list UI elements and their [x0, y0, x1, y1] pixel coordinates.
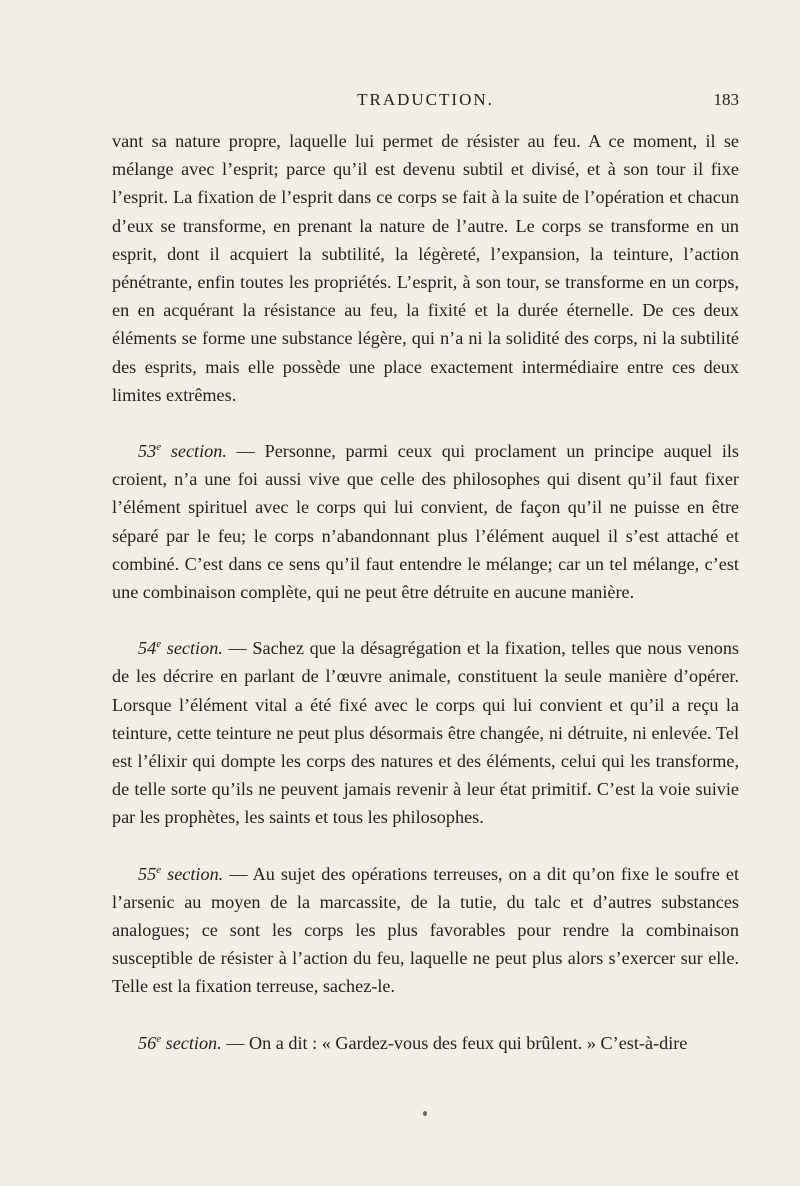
section-number: 53 [138, 441, 157, 462]
paragraph-text: vant sa nature propre, laquelle lui permet de résister au feu. A ce moment, il se mélange avec l’esprit; parce qu’il est devenu subtil et divisé, et à son tour il fixe l’esprit. La fixation de l’esprit dans ce corps se fait à la suite de l’opération et chacun d’eux se transforme, en prenant la nature de l’autre. Le corps se transforme en un esprit, dont il acquiert la subtilité, la légèreté, l’expansion, la teinture, l’action pénétrante, enfin toutes les propriétés. L’esprit, à son tour, se transforme en un corps, en en acquérant la résistance au feu, la fixité et la durée éternelle. De ces deux éléments se forme une substance légère, qui n’a ni la solidité des corps, ni la subtilité des esprits, mais elle possède une place exactement intermédiaire entre ces deux limites extrêmes. [112, 131, 739, 405]
paragraph-continuation [112, 127, 739, 409]
page-number: 183 [713, 90, 739, 109]
section-number: 54 [138, 638, 157, 659]
section-number: 55 [138, 863, 157, 884]
paragraph-text: — On a dit : « Gardez-vous des feux qui brûlent. » C’est-à-dire [226, 1032, 688, 1053]
section-label [138, 441, 227, 461]
paragraph-section-54 [112, 634, 739, 831]
paragraph-text: — Personne, parmi ceux qui proclament un principe auquel ils croient, n’a une foi aussi vive que celle des philosophes qui disent qu’il faut fixer l’élément spirituel avec le corps qui lui convient, de façon qu’il ne puisse en être séparé par le feu; le corps n’abandonnant plus l’élément auquel il s’est attaché et combiné. C’est dans ce sens qu’il faut entendre le mélange; car un tel mélange, c’est une combinaison complète, qui ne peut être détruite en aucune manière. [112, 441, 740, 603]
section-number: 56 [138, 1032, 157, 1053]
section-word: section. [165, 1032, 222, 1053]
running-head [112, 90, 739, 114]
section-label [138, 864, 223, 884]
section-ordinal: e [156, 1032, 162, 1045]
section-label [138, 1033, 222, 1053]
paragraph-section-56 [112, 1029, 739, 1057]
section-word: section. [170, 441, 227, 462]
section-ordinal: e [156, 638, 162, 651]
running-title: TRADUCTION. [357, 90, 494, 109]
section-ordinal: e [156, 440, 162, 453]
section-ordinal: e [156, 863, 162, 876]
paragraph-section-55 [112, 860, 739, 1001]
body-text [112, 127, 739, 1085]
paragraph-text: — Au sujet des opérations terreuses, on a dit qu’on fixe le soufre et l’arsenic au moyen de la marcassite, de la tutie, du talc et d’autres substances analogues; ce sont les corps les plus favorables pour rendre la combinaison susceptible de résister à l’action du feu, laquelle ne peut plus alors s’exercer sur elle. Telle est la fixation terreuse, sachez-le. [112, 863, 740, 997]
section-word: section. [166, 638, 223, 659]
section-word: section. [167, 863, 224, 884]
paragraph-text: — Sachez que la désagrégation et la fixation, telles que nous venons de les décrire en parlant de l’œuvre animale, constituent la seule manière d’opérer. Lorsque l’élément vital a été fixé avec le corps qui lui convient et qu’il a reçu la teinture, cette teinture ne peut plus désormais être changée, ni détruite, ni enlevée. Tel est l’élixir qui dompte les corps des natures et des éléments, celui qui les transforme, de telle sorte qu’ils ne peuvent jamais revenir à leur état primitif. C’est la voie suivie par les prophètes, les saints et tous les philosophes. [112, 638, 740, 828]
ink-speck [423, 1111, 427, 1116]
paragraph-section-53 [112, 437, 739, 606]
section-label [138, 638, 223, 658]
